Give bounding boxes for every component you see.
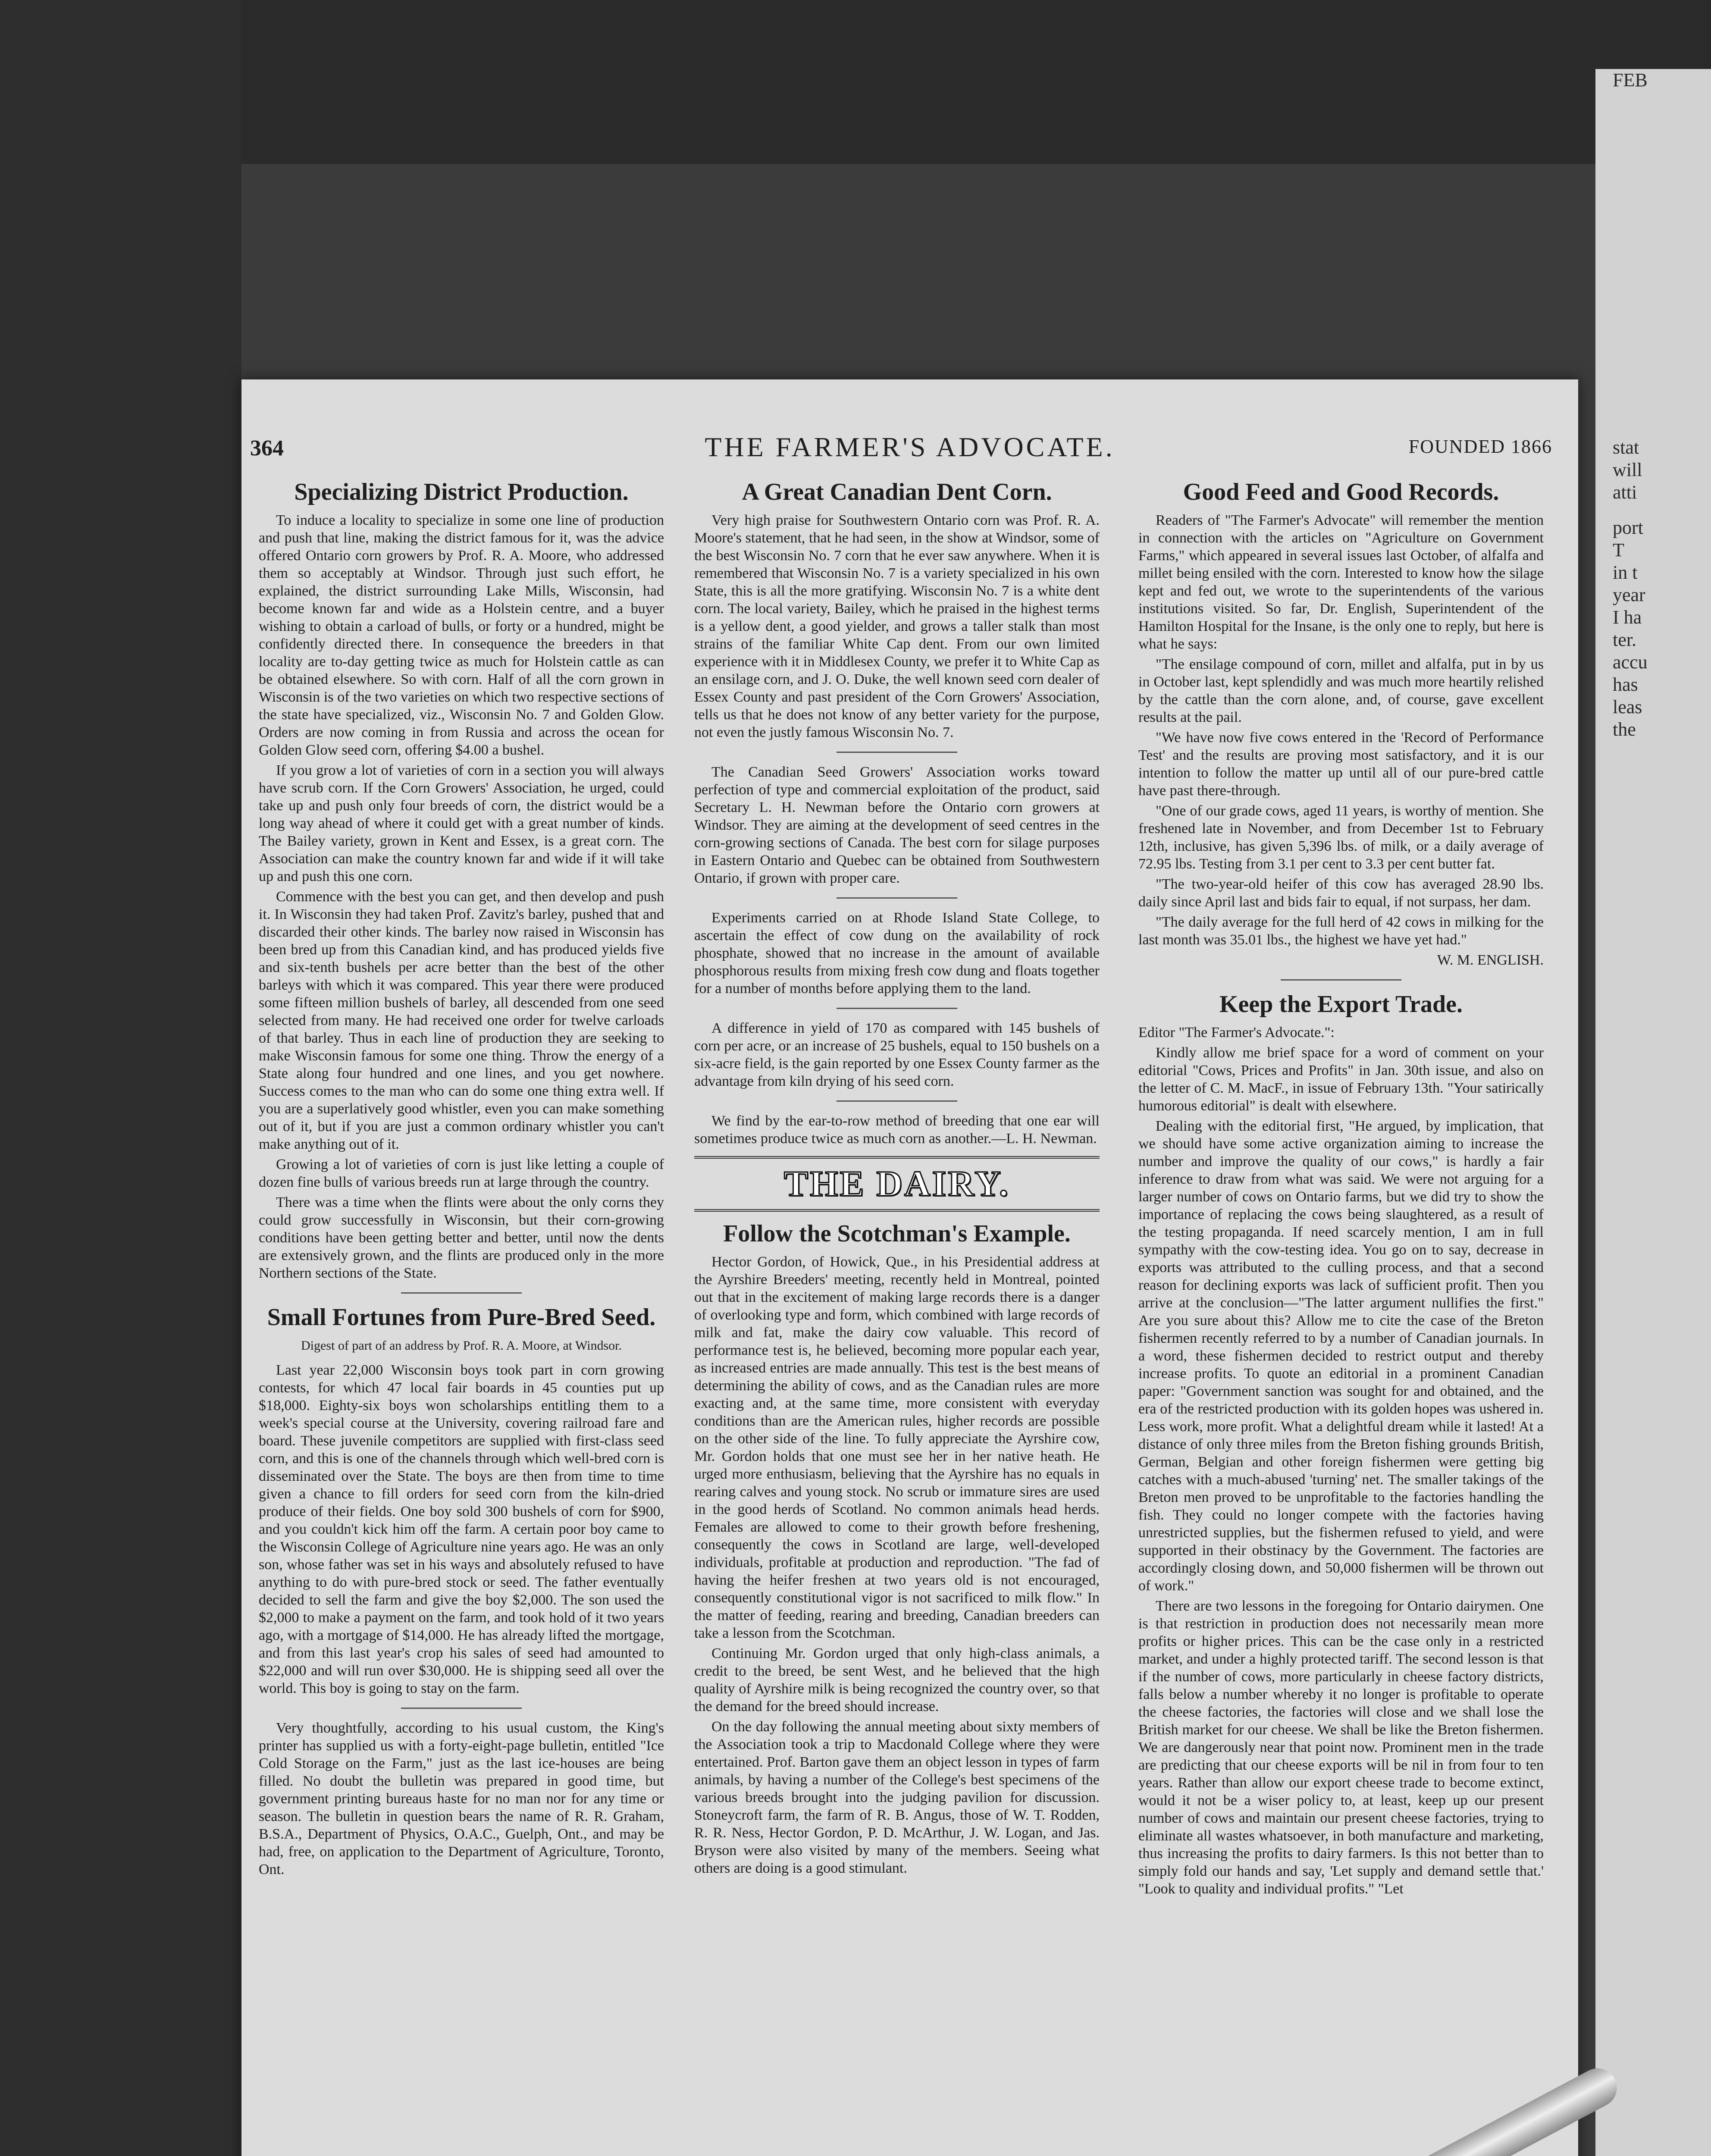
section-divider xyxy=(401,1292,522,1294)
paragraph: To induce a locality to specialize in some one line of production and push that line, making the district famous for it, was the advice offered Ontario corn growers by Prof. R. A. Moore, who addressed them so acceptably at Windsor. Through just such effort, he explained, the district surrounding Lake Mills, Wisconsin, had become known far and wide as a Holstein centre, and a buyer wishing to obtain a carload of bulls, or forty or a hundred, might be confidently directed there. In consequence the breeders in that locality are to-day getting twice as much for Holstein cattle as can be obtained elsewhere. So with corn. Half of all the corn grown in Wisconsin is of the two varieties on which two respective sections of the state have specialized, viz., Wisconsin No. 7 and Golden Glow. Orders are now coming in from Russia and across the ocean for Golden Glow seed corn, offering $4.00 a bushel. xyxy=(259,512,664,758)
paragraph: Last year 22,000 Wisconsin boys took part in corn growing contests, for which 47 local fair boards in 45 counties put up $18,000. Eighty-six boys won scholarships entitling them to a week's special course at the University, covering railroad fare and board. These juvenile competitors are supplied with first-class seed corn, and this is one of the channels through which well-bred corn is disseminated over the State. The boys are then from time to time given a chance to fill orders for seed corn from the kiln-dried produce of their fields. One boy sold 300 bushels of corn for $900, and you couldn't kick him off the farm. A certain poor boy came to the Wisconsin College of Agriculture nine years ago. He was an only son, whose father was set in his ways and absolutely refused to have anything to do with pure-bred stock or seed. The father eventually decided to sell the farm and give the boy $2,000. The son used the $2,000 to make a payment on the farm, and took hold of it two years ago, with a mortgage of $14,000. He has already lifted the mortgage, and from this last year's crop his sales of seed had amounted to $22,000 and will run over $30,000. He is shipping seed all over the world. This boy is going to stay on the farm. xyxy=(259,1362,664,1696)
article-title: Specializing District Production. xyxy=(294,479,629,505)
paragraph: Hector Gordon, of Howick, Que., in his Presidential address at the Ayrshire Breeders' meeting, recently held in Montreal, pointed out that in the excitement of making large records there is a danger of overlooking type and form, which combined with large records of milk and fat, make the dairy cow valuable. This record of performance test is, he believed, becoming more popular each year, as increased entries are made annually. This test is the best means of determining the ability of cows, and as the Canadian rules are more exacting and, at the same time, more consistent with everyday conditions than are the American rules, higher records are possible on the other side of the line. To fully appreciate the Ayrshire cow, Mr. Gordon holds that one must see her in her native heath. He urged more enthusiasm, believing that the Ayrshire has no equals in rearing calves and young stock. No scrub or immature sires are used in the good herds of Scotland. No common animals head herds. Females are allowed to come to their growth before freshening, consequently the cows in Scotland are large, well-developed individuals, profitable at production and reproduction. "The fad of having the heifer freshen at two years old is not encouraged, consequently constitutional vigor is not sacrificed to milk flow." In the matter of feeding, rearing and breeding, Canadian breeders can take a lesson from the Scotchman. xyxy=(694,1254,1100,1641)
byline: Digest of part of an address by Prof. R. A. Moore, at Windsor. xyxy=(301,1338,622,1353)
column-1 xyxy=(259,474,664,2156)
fragment: accu xyxy=(1613,652,1648,673)
paragraph: Very high praise for Southwestern Ontario corn was Prof. R. A. Moore's statement, that he had seen, in the show at Windsor, some of the best Wisconsin No. 7 corn that he ever saw anywhere. When it is remembered that Wisconsin No. 7 is a variety specialized in his own State, this is all the more gratifying. Wisconsin No. 7 is a white dent corn. The local variety, Bailey, which he praised in the highest terms is a yellow dent, a good yielder, and grows a taller stalk than most strains of the familiar White Cap dent. From our own limited experience with it in Middlesex County, we prefer it to White Cap as an ensilage corn, and J. O. Duke, the well known seed corn dealer of Essex County and past president of the Corn Growers' Association, tells us that he does not know of any better variety for the purpose, not even the justly famous Wisconsin No. 7. xyxy=(694,512,1100,740)
paragraph: Readers of "The Farmer's Advocate" will remember the mention in connection with the articles on "Agriculture on Government Farms," which appeared in several issues last October, of alfalfa and millet being ensiled with the corn. Interested to know how the silage kept and fed out, we wrote to the superintendents of the various institutions visited. So far, Dr. English, Superintendent of the Hamilton Hospital for the Insane, is the only one to reply, but here is what he says: xyxy=(1138,512,1544,652)
paragraph: A difference in yield of 170 as compared with 145 bushels of corn per acre, or an increase of 25 bushels, equal to 150 bushels on a six-acre field, is the gain reported by one Essex County farmer as the advantage from kiln drying of his seed corn. xyxy=(694,1020,1100,1089)
paragraph: Very thoughtfully, according to his usual custom, the King's printer has supplied us with a forty-eight-page bulletin, entitled "Ice Cold Storage on the Farm," just as the last ice-houses are being filled. No doubt the bulletin was prepared in good time, but government printing bureaus haste for no man nor for any time or season. The bulletin in question bears the name of R. R. Graham, B.S.A., Department of Physics, O.A.C., Guelph, Ont., and may be had, free, on application to the Department of Agriculture, Toronto, Ont. xyxy=(259,1720,664,1877)
fragment: port xyxy=(1613,517,1643,538)
column-3 xyxy=(1138,474,1544,2156)
article-title: A Great Canadian Dent Corn. xyxy=(742,479,1052,505)
page-number: 364 xyxy=(250,436,284,461)
adjacent-page-edge xyxy=(1595,69,1711,2156)
paragraph: Experiments carried on at Rhode Island State College, to ascertain the effect of cow dung on the availability of rock phosphate, showed that no increase in the amount of available phosphorous results from mixing fresh cow dung and floats together for a number of months before applying them to the land. xyxy=(694,910,1100,997)
section-banner-label: THE DAIRY. xyxy=(783,1164,1010,1204)
fragment: FEB xyxy=(1613,69,1648,91)
paragraph: "The ensilage compound of corn, millet and alfalfa, put in by us in October last, kept splendidly and was much more heartily relished by the cattle than the corn alone, and, of course, gave excellent results at the pail. xyxy=(1138,656,1544,725)
paragraph: On the day following the annual meeting about sixty members of the Association took a trip to Macdonald College where they were entertained. Prof. Barton gave them an object lesson in types of farm animals, by having a number of the College's best specimens of the various breeds brought into the judging pavilion for discussion. Stoneycroft farm, the farm of R. B. Angus, those of W. T. Rodden, R. R. Ness, Hector Gordon, P. D. McArthur, J. W. Logan, and Jas. Bryson were also visited by many of the members. Seeing what others are doing is a good stimulant. xyxy=(694,1719,1100,1876)
paragraph: "We have now five cows entered in the 'Record of Performance Test' and the results are proving most satisfactory, and it is our intention to follow the matter up until all of our pure-bred cattle have past there-through. xyxy=(1138,730,1544,799)
section-divider xyxy=(837,752,957,753)
section-divider xyxy=(837,1100,957,1102)
paragraph: "The two-year-old heifer of this cow has averaged 28.90 lbs. daily since April last and bids fair to equal, if not surpass, her dam. xyxy=(1138,876,1544,910)
paragraph: If you grow a lot of varieties of corn in a section you will always have scrub corn. If the Corn Growers' Association, he urged, could take up and push only four breeds of corn, the district would be a long way ahead of where it could get with a great number of kinds. The Bailey variety, grown in Kent and Essex, is a great corn. The Association can make the country known far and wide if it will take up and push this one corn. xyxy=(259,762,664,884)
fragment: the xyxy=(1613,719,1636,740)
fragment: stat xyxy=(1613,437,1639,458)
paragraph: Kindly allow me brief space for a word of comment on your editorial "Cows, Prices and Profits" in Jan. 30th issue, and also on the letter of C. M. MacF., in issue of February 13th. "Your satirically humorous editorial" is dealt with elsewhere. xyxy=(1138,1045,1544,1114)
paragraph: Dealing with the editorial first, "He argued, by implication, that we should have some active organization aiming to increase the number and improve the quality of our cows," is hardly a fair inference to draw from what was said. We were not arguing for a larger number of cows on Ontario farms, but we did try to show the importance of replacing the cows being slaughtered, as a result of the testing propaganda. If need scarcely mention, I am in full sympathy with the cow-testing idea. You go on to say, decrease in exports was attributed to the culling process, and that a second reason for declining exports was lack of sufficient profit. Then you arrive at the conclusion—"The latter argument nullifies the first." Are you sure about this? Allow me to cite the case of the Breton fishermen recently referred to by a number of Canadian journals. In a word, these fishermen decided to restrict output and thereby increase profits. To quote an editorial in a prominent Canadian paper: "Government sanction was sought for and obtained, and the era of the restricted production with its golden hopes was ushered in. Less work, more profit. What a delightful dream while it lasted! At a distance of only three miles from the Breton fishing grounds British, German, Belgian and other foreign fishermen were getting big catches with a much-abused 'turning' net. The smaller takings of the Breton men proved to be unprofitable to the factories handling the fish. They could no longer compete with the factories having unrestricted supplies, but the fishermen refused to yield, and were supported in their obstinacy by the Government. The factories are accordingly closing down, and 50,000 fishermen will be thrown out of work." xyxy=(1138,1118,1544,1594)
fragment: has xyxy=(1613,674,1638,695)
paragraph: There are two lessons in the foregoing for Ontario dairymen. One is that restriction in production does not necessarily mean more profits or higher prices. This can be the case only in a restricted market, and under a highly protected tariff. The second lesson is that if the number of cows, more particularly in cheese factory districts, falls below a number whereby it no longer is profitable to operate the cheese factories, the factories will close and we shall lose the British market for our cheese. We shall be like the Breton fishermen. We are dangerously near that point now. Prominent men in the trade are predicting that our cheese exports will be nil in from four to ten years. Rather than allow our export cheese trade to become extinct, would it not be a wiser policy to, at least, keep up our present number of cows and maintain our present cheese factories, trying to eliminate all wastes whatsoever, in both manufacture and marketing, thus increasing the profits to dairy farmers. Is this not better than to simply fold our hands and say, 'Let supply and demand settle that.' "Look to quality and individual profits." "Let xyxy=(1138,1598,1544,1897)
fragment: in t xyxy=(1613,562,1638,583)
paragraph: Commence with the best you can get, and then develop and push it. In Wisconsin they had taken Prof. Zavitz's barley, pushed that and discarded their other kinds. The barley now raised in Wisconsin has been bred up from this Canadian kind, and has produced yields five and six-tenth bushels per acre better than the best of the other barleys with which it was compared. This year there were produced some fifteen million bushels of barley, all descended from one seed selected from many. He had received one order for twelve carloads of that barley. Thus in each line of production they are seeking to make Wisconsin famous for some one thing. Throw the energy of a State along four hundred and one lines, and you get nowhere. Success comes to the man who can do some one thing extra well. If you are a superlatively good whistler, even you can make something out of it, but if you are just a common ordinary whistler you can't make anything out of it. xyxy=(259,889,664,1152)
section-divider xyxy=(837,897,957,899)
signature-line: W. M. ENGLISH. xyxy=(1437,952,1544,968)
paragraph: Continuing Mr. Gordon urged that only high-class animals, a credit to the breed, be sent West, and he believed that the high quality of Ayrshire milk is being recognized the country over, so that the demand for the breed should increase. xyxy=(694,1645,1100,1714)
founded-note: FOUNDED 1866 xyxy=(1408,436,1552,457)
section-divider xyxy=(1281,979,1401,981)
article-title: Small Fortunes from Pure-Bred Seed. xyxy=(267,1304,656,1331)
article-title: Good Feed and Good Records. xyxy=(1183,479,1499,505)
paragraph: "The daily average for the full herd of 42 cows in milking for the last month was 35.01 lbs., the highest we have yet had." xyxy=(1138,914,1544,948)
paragraph: There was a time when the flints were about the only corns they could grow successfully in Wisconsin, but their corn-growing conditions have been getting better and better, until now the dents are extensively grown, and the flints are produced only in the more Northern sections of the State. xyxy=(259,1194,664,1281)
salutation: Editor "The Farmer's Advocate.": xyxy=(1138,1025,1335,1040)
paragraph: The Canadian Seed Growers' Association works toward perfection of type and commercial exploitation of the product, said Secretary L. H. Newman before the Ontario corn growers at Windsor. They are aiming at the development of seed centres in the corn-growing sections of Canada. The best corn for silage purposes in Eastern Ontario and Quebec can be obtained from Southwestern Ontario, if grown with proper care. xyxy=(694,764,1100,886)
column-2 xyxy=(694,474,1100,2156)
paragraph: We find by the ear-to-row method of breeding that one ear will sometimes produce twice as much corn as another.—L. H. Newman. xyxy=(694,1113,1100,1147)
section-divider xyxy=(401,1708,522,1709)
paragraph: "One of our grade cows, aged 11 years, is worthy of mention. She freshened late in November, and from December 1st to February 12th, inclusive, has given 5,396 lbs. of milk, or a daily average of 72.95 lbs. Testing from 3.1 per cent to 3.3 per cent butter fat. xyxy=(1138,803,1544,872)
fragment: leas xyxy=(1613,696,1642,718)
page-header xyxy=(241,431,1578,466)
masthead: THE FARMER'S ADVOCATE. xyxy=(705,432,1115,462)
scan-backdrop-top xyxy=(0,0,1711,164)
paragraph: Growing a lot of varieties of corn is just like letting a couple of dozen fine bulls of various breeds run at large through the country. xyxy=(259,1156,664,1190)
article-columns xyxy=(259,474,1552,2156)
newspaper-page xyxy=(241,379,1578,2156)
fragment: T xyxy=(1613,539,1624,561)
section-divider xyxy=(837,1008,957,1009)
fragment: I ha xyxy=(1613,607,1642,628)
fragment: ter. xyxy=(1613,629,1636,650)
article-title: Keep the Export Trade. xyxy=(1219,991,1463,1018)
fragment: atti xyxy=(1613,482,1637,503)
section-banner-dairy xyxy=(694,1156,1100,1212)
article-title: Follow the Scotchman's Example. xyxy=(723,1220,1071,1247)
scan-backdrop-left xyxy=(0,0,241,2156)
fragment: year xyxy=(1613,584,1645,605)
fragment: will xyxy=(1613,459,1642,480)
